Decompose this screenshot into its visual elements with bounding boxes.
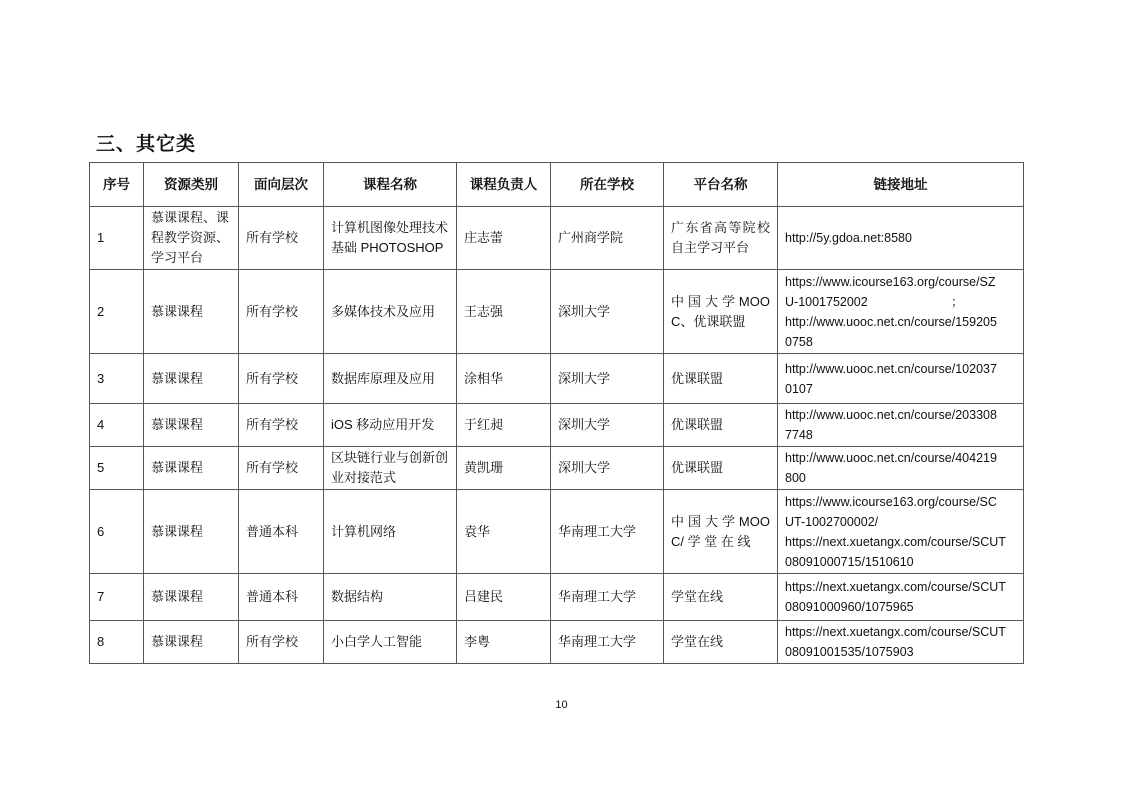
cell-school: 深圳大学 (551, 447, 664, 490)
cell-platform: 中 国 大 学 MOOC/ 学 堂 在 线 (664, 490, 778, 574)
cell-type: 慕课课程 (144, 621, 239, 664)
column-header-school: 所在学校 (551, 163, 664, 207)
cell-course: 多媒体技术及应用 (324, 270, 457, 354)
link-url[interactable]: http://5y.gdoa.net:8580 (785, 231, 912, 245)
cell-course: 小白学人工智能 (324, 621, 457, 664)
cell-type: 慕课课程 (144, 447, 239, 490)
cell-link (778, 447, 1024, 490)
cell-school: 广州商学院 (551, 207, 664, 270)
cell-lead: 于红昶 (457, 404, 551, 447)
cell-no: 3 (90, 354, 144, 404)
cell-level: 普通本科 (239, 490, 324, 574)
link-url[interactable]: U-1001752002 ； (785, 294, 964, 309)
table-row (90, 270, 1024, 354)
cell-lead: 袁华 (457, 490, 551, 574)
cell-school: 华南理工大学 (551, 574, 664, 621)
cell-course: 数据结构 (324, 574, 457, 621)
cell-school: 深圳大学 (551, 270, 664, 354)
cell-link (778, 207, 1024, 270)
link-url[interactable]: http://www.uooc.net.cn/course/102037 (785, 361, 997, 376)
table-row (90, 207, 1024, 270)
cell-type: 慕课课程 (144, 574, 239, 621)
cell-no: 5 (90, 447, 144, 490)
table-row (90, 354, 1024, 404)
cell-level: 所有学校 (239, 447, 324, 490)
cell-link (778, 354, 1024, 404)
cell-course: 数据库原理及应用 (324, 354, 457, 404)
link-url[interactable]: https://next.xuetangx.com/course/SCUT (785, 625, 1006, 639)
cell-no: 2 (90, 270, 144, 354)
cell-type: 慕课课程、课程教学资源、学习平台 (144, 207, 239, 270)
table-row (90, 490, 1024, 574)
cell-level: 所有学校 (239, 207, 324, 270)
cell-platform: 优课联盟 (664, 354, 778, 404)
cell-school: 华南理工大学 (551, 621, 664, 664)
cell-course: 计算机图像处理技术基础 PHOTOSHOP (324, 207, 457, 270)
column-header-no: 序号 (90, 163, 144, 207)
link-url[interactable]: 0107 (785, 381, 813, 396)
cell-link (778, 490, 1024, 574)
cell-school: 华南理工大学 (551, 490, 664, 574)
cell-no: 1 (90, 207, 144, 270)
link-url[interactable]: http://www.uooc.net.cn/course/203308 (785, 408, 997, 422)
link-url[interactable]: https://next.xuetangx.com/course/SCUT (785, 534, 1006, 549)
link-url[interactable]: https://www.icourse163.org/course/SZ (785, 274, 996, 289)
table-row (90, 447, 1024, 490)
cell-platform: 优课联盟 (664, 404, 778, 447)
link-url[interactable]: https://www.icourse163.org/course/SC (785, 494, 997, 509)
link-url[interactable]: http://www.uooc.net.cn/course/404219 (785, 451, 997, 465)
column-header-course: 课程名称 (324, 163, 457, 207)
cell-link (778, 574, 1024, 621)
section-title: 三、其它类 (96, 134, 197, 155)
link-url[interactable]: 08091001535/1075903 (785, 645, 914, 659)
cell-level: 所有学校 (239, 621, 324, 664)
cell-type: 慕课课程 (144, 270, 239, 354)
cell-level: 普通本科 (239, 574, 324, 621)
cell-no: 4 (90, 404, 144, 447)
link-url[interactable]: https://next.xuetangx.com/course/SCUT (785, 580, 1006, 594)
resource-table (89, 162, 1024, 664)
cell-platform: 中 国 大 学 MOOC、优课联盟 (664, 270, 778, 354)
column-header-level: 面向层次 (239, 163, 324, 207)
link-url[interactable]: 7748 (785, 428, 813, 442)
cell-platform: 优课联盟 (664, 447, 778, 490)
table-row (90, 574, 1024, 621)
table-header-row (90, 163, 1024, 207)
cell-level: 所有学校 (239, 270, 324, 354)
cell-platform: 学堂在线 (664, 621, 778, 664)
cell-course: 区块链行业与创新创业对接范式 (324, 447, 457, 490)
cell-school: 深圳大学 (551, 354, 664, 404)
cell-course: 计算机网络 (324, 490, 457, 574)
cell-platform: 学堂在线 (664, 574, 778, 621)
column-header-link: 链接地址 (778, 163, 1024, 207)
column-header-type: 资源类别 (144, 163, 239, 207)
cell-link (778, 404, 1024, 447)
cell-no: 7 (90, 574, 144, 621)
cell-school: 深圳大学 (551, 404, 664, 447)
cell-lead: 吕建民 (457, 574, 551, 621)
cell-lead: 庄志蕾 (457, 207, 551, 270)
link-url[interactable]: 08091000715/1510610 (785, 554, 914, 569)
link-url[interactable]: UT-1002700002/ (785, 514, 879, 529)
cell-no: 8 (90, 621, 144, 664)
cell-type: 慕课课程 (144, 404, 239, 447)
cell-type: 慕课课程 (144, 354, 239, 404)
cell-lead: 涂相华 (457, 354, 551, 404)
cell-link (778, 621, 1024, 664)
column-header-lead: 课程负责人 (457, 163, 551, 207)
link-url[interactable]: 800 (785, 471, 806, 485)
cell-lead: 王志强 (457, 270, 551, 354)
column-header-platform: 平台名称 (664, 163, 778, 207)
table-row (90, 621, 1024, 664)
cell-lead: 李粤 (457, 621, 551, 664)
link-url[interactable]: http://www.uooc.net.cn/course/159205 (785, 314, 997, 329)
page-number: 10 (555, 699, 568, 711)
cell-level: 所有学校 (239, 354, 324, 404)
link-url[interactable]: 08091000960/1075965 (785, 600, 914, 614)
cell-course: iOS 移动应用开发 (324, 404, 457, 447)
link-url[interactable]: 0758 (785, 334, 813, 349)
cell-lead: 黄凯珊 (457, 447, 551, 490)
cell-no: 6 (90, 490, 144, 574)
cell-link (778, 270, 1024, 354)
cell-platform: 广东省高等院校自主学习平台 (664, 207, 778, 270)
cell-type: 慕课课程 (144, 490, 239, 574)
table-row (90, 404, 1024, 447)
cell-level: 所有学校 (239, 404, 324, 447)
